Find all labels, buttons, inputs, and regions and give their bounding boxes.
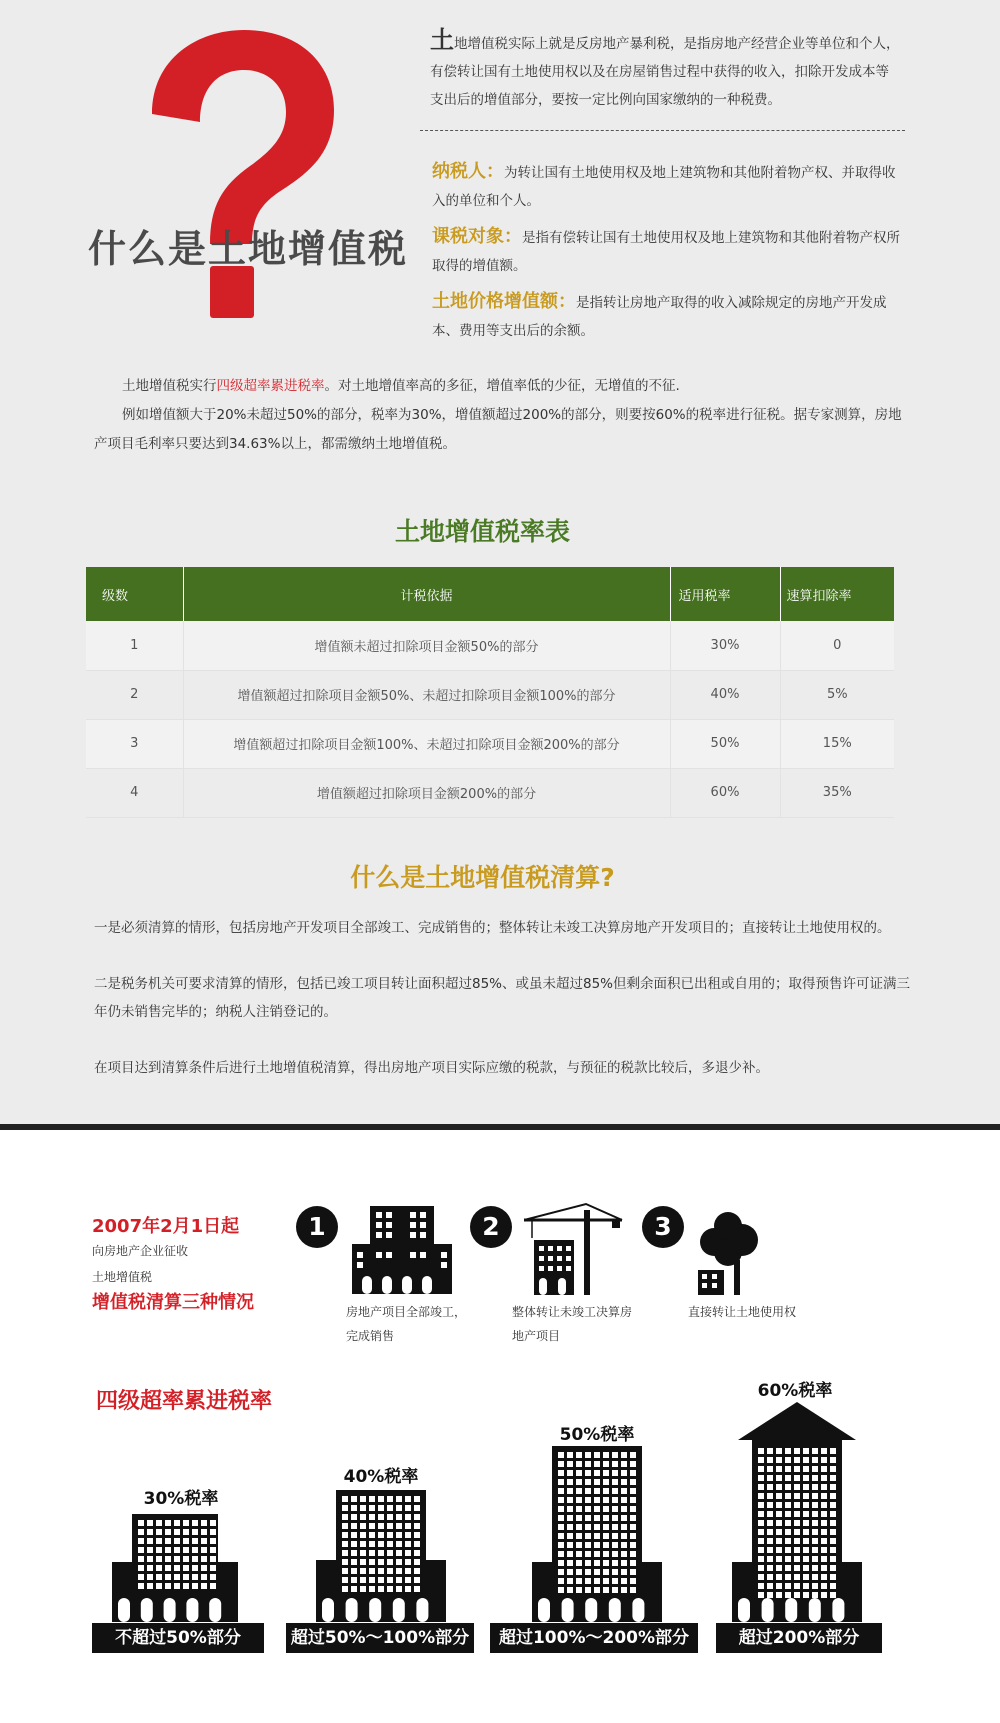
cell-level: 2 [86, 670, 183, 719]
page-title: 什么是土地增值税 [88, 227, 409, 271]
case-caption-3 [688, 1300, 796, 1324]
rate-explanation-line2: 例如增值额大于20%未超过50%的部分，税率为30%，增值额超过200%的部分，则要按60%的税率进行征税。据专家测算，房地产项目毛利率只要达到34.63%以上，都需缴纳土地增值税。 [94, 407, 902, 452]
definition-term: 纳税人： [432, 161, 504, 182]
definitions [432, 158, 902, 353]
intro-text [430, 26, 902, 114]
caption-line: 完成销售 [346, 1329, 395, 1343]
table-row [86, 670, 894, 719]
subtitle-line2: 土地增值税 [92, 1270, 153, 1284]
rate-explanation-line1 [94, 372, 914, 401]
settlement-case-2: 二是税务机关可要求清算的情形，包括已竣工项目转让面积超过85%、或虽未超过85%但剩余面积已出租或自用的；取得预售许可证满三年仍未销售完毕的；纳税人注销登记的。 [94, 976, 911, 1020]
caption-line: 地产项目 [512, 1329, 561, 1343]
definition-text: 为转让国有土地使用权及地上建筑物和其他附着物产权、并取得收入的单位和个人。 [432, 165, 896, 209]
rate-label-3: 50%税率 [559, 1425, 635, 1445]
buildings-icon [352, 1206, 452, 1296]
definition-text: 是指转让房地产取得的收入减除规定的房地产开发成本、费用等支出后的余额。 [432, 295, 887, 339]
case-caption-2 [512, 1300, 632, 1348]
case-caption-1 [346, 1300, 466, 1348]
cell-rate: 30% [670, 621, 780, 670]
building-50-icon [532, 1446, 662, 1622]
rate-explanation [94, 372, 914, 459]
building-40-icon [316, 1490, 446, 1622]
header-level: 级数 [86, 567, 183, 621]
table-row [86, 768, 894, 817]
para-text: 。对土地增值率高的多征，增值率低的少征，无增值的不征. [324, 378, 680, 394]
settlement-summary: 在项目达到清算条件后进行土地增值税清算，得出房地产项目实际应缴的税款，与预征的税款比较后，多退少补。 [94, 1060, 769, 1076]
range-label-3: 超过100%～200%部分 [490, 1623, 698, 1653]
table-row [86, 719, 894, 768]
highlight-text: 四级超率累进税率 [216, 378, 325, 394]
cell-deduct: 0 [780, 621, 894, 670]
definition-object [432, 223, 902, 280]
cell-level: 3 [86, 719, 183, 768]
cell-basis: 增值额超过扣除项目金额200%的部分 [183, 768, 670, 817]
four-level-title: 四级超率累进税率 [96, 1389, 273, 1414]
caption-line: 整体转让未竣工决算房 [512, 1305, 633, 1319]
rate-label-2: 40%税率 [343, 1467, 419, 1487]
range-label-1: 不超过50%部分 [92, 1623, 264, 1653]
para-text: 土地增值税实行 [122, 378, 217, 394]
caption-line: 房地产项目全部竣工， [346, 1305, 467, 1319]
rate-table [86, 567, 894, 818]
caption-line: 直接转让土地使用权 [688, 1305, 797, 1319]
cell-basis: 增值额未超过扣除项目金额50%的部分 [183, 621, 670, 670]
case-number-1: 1 [296, 1206, 338, 1248]
cell-level: 4 [86, 768, 183, 817]
effective-date: 2007年2月1日起 [92, 1216, 240, 1237]
header-deduct: 速算扣除率 [780, 567, 894, 621]
building-30-icon [112, 1514, 238, 1622]
case-number-2: 2 [470, 1206, 512, 1248]
cell-level: 1 [86, 621, 183, 670]
definition-text: 是指有偿转让国有土地使用权及地上建筑物和其他附着物产权所取得的增值额。 [432, 230, 900, 274]
settlement-case-1: 一是必须清算的情形，包括房地产开发项目全部竣工、完成销售的；整体转让未竣工决算房地产开发项目的；直接转让土地使用权的。 [94, 920, 891, 936]
dashed-divider [420, 130, 905, 131]
definition-term: 课税对象： [432, 226, 522, 247]
three-cases-title: 增值税清算三种情况 [92, 1292, 254, 1313]
cell-deduct: 5% [780, 670, 894, 719]
rate-label-1: 30%税率 [143, 1489, 219, 1509]
settlement-title: 什么是土地增值税清算? [350, 863, 615, 892]
rate-label-4: 60%税率 [757, 1381, 833, 1401]
definition-term: 土地价格增值额： [432, 291, 576, 312]
definition-increment [432, 288, 902, 345]
intro-body: 地增值税实际上就是反房地产暴利税，是指房地产经营企业等单位和个人，有偿转让国有土地使用权以及在房屋销售过程中获得的收入，扣除开发成本等支出后的增值部分，要按一定比例向国家缴纳的一种税费。 [430, 36, 900, 108]
range-label-2: 超过50%～100%部分 [286, 1623, 474, 1653]
range-label-4: 超过200%部分 [716, 1623, 882, 1653]
subtitle-line1: 向房地产企业征收 [92, 1244, 189, 1258]
intro-first-char: 土 [430, 26, 454, 54]
cell-rate: 50% [670, 719, 780, 768]
header-basis: 计税依据 [183, 567, 670, 621]
table-header-row [86, 567, 894, 621]
definition-taxpayer [432, 158, 902, 215]
case-number-3: 3 [642, 1206, 684, 1248]
cell-rate: 40% [670, 670, 780, 719]
header-rate: 适用税率 [670, 567, 780, 621]
crane-icon [524, 1200, 624, 1295]
table-title: 土地增值税率表 [394, 517, 570, 546]
cell-basis: 增值额超过扣除项目金额100%、未超过扣除项目金额200%的部分 [183, 719, 670, 768]
table-row [86, 621, 894, 670]
tree-icon [698, 1210, 768, 1295]
building-60-icon [732, 1402, 862, 1622]
cell-deduct: 15% [780, 719, 894, 768]
cell-rate: 60% [670, 768, 780, 817]
question-mark-icon [140, 30, 340, 325]
cell-basis: 增值额超过扣除项目金额50%、未超过扣除项目金额100%的部分 [183, 670, 670, 719]
cell-deduct: 35% [780, 768, 894, 817]
